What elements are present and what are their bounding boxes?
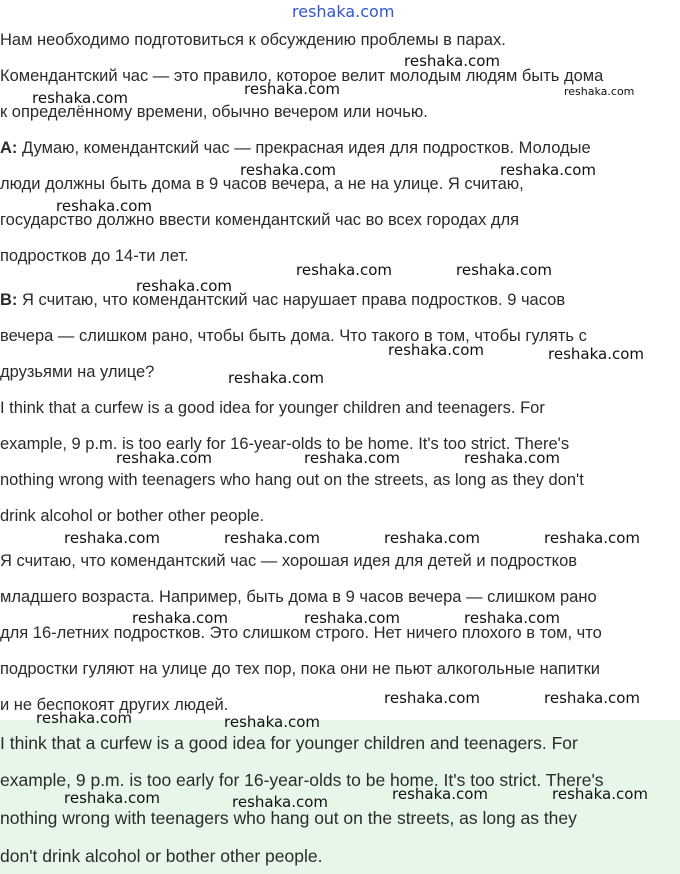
dialog-a-line-2: люди должны быть дома в 9 часов вечера, а не на улице. Я считаю, bbox=[0, 175, 524, 193]
answer-en-line-2: example, 9 p.m. is too early for 16-year-olds to be home. It's too strict. There's bbox=[0, 435, 570, 453]
watermark: reshaka.com bbox=[304, 449, 400, 467]
watermark: reshaka.com bbox=[500, 161, 596, 179]
watermark: reshaka.com bbox=[544, 529, 640, 547]
watermark: reshaka.com bbox=[548, 345, 644, 363]
watermark: reshaka.com bbox=[464, 609, 560, 627]
speaker-b-label: B: bbox=[0, 291, 18, 309]
watermark: reshaka.com bbox=[296, 261, 392, 279]
dialog-b-line-1 bbox=[0, 291, 680, 310]
answer-en-line-4: drink alcohol or bother other people. bbox=[0, 507, 265, 525]
watermark: reshaka.com bbox=[116, 449, 212, 467]
dialog-a-text: Думаю, комендантский час — прекрасная идея для подростков. Молодые bbox=[17, 139, 591, 157]
definition-line-1: Комендантский час — это правило, которое велит молодым людям быть дома bbox=[0, 67, 604, 85]
intro-text: Нам необходимо подготовиться к обсуждению проблемы в парах. bbox=[0, 31, 506, 49]
watermark: reshaka.com bbox=[552, 785, 648, 803]
watermark: reshaka.com bbox=[384, 689, 480, 707]
dialog-a-line-3: государство должно ввести комендантский час во всех городах для bbox=[0, 211, 520, 229]
dialog-b-line-2: вечера — слишком рано, чтобы быть дома. Что такого в том, чтобы гулять с bbox=[0, 327, 587, 345]
highlight-line-3: nothing wrong with teenagers who hang out on the streets, as long as they bbox=[0, 808, 577, 828]
dialog-a-line-4: подростков до 14-ти лет. bbox=[0, 247, 189, 265]
answer-en-line-1: I think that a curfew is a good idea for younger children and teenagers. For bbox=[0, 399, 545, 417]
highlight-line-2: example, 9 p.m. is too early for 16-year-olds to be home. It's too strict. There's bbox=[0, 770, 604, 790]
watermark: reshaka.com bbox=[464, 449, 560, 467]
answer-en-line-3: nothing wrong with teenagers who hang out on the streets, as long as they don't bbox=[0, 471, 584, 489]
watermark: reshaka.com bbox=[136, 277, 232, 295]
answer-ru-line-4: подростки гуляют на улице до тех пор, пока они не пьют алкогольные напитки bbox=[0, 660, 601, 678]
watermark: reshaka.com bbox=[384, 529, 480, 547]
answer-ru-line-3: для 16-летних подростков. Это слишком строго. Нет ничего плохого в том, что bbox=[0, 624, 602, 642]
watermark: reshaka.com bbox=[544, 689, 640, 707]
watermark: reshaka.com bbox=[232, 793, 328, 811]
watermark: reshaka.com bbox=[56, 197, 152, 215]
watermark: reshaka.com bbox=[224, 713, 320, 731]
watermark: reshaka.com bbox=[304, 609, 400, 627]
highlight-line-1: I think that a curfew is a good idea for younger children and teenagers. For bbox=[0, 733, 578, 753]
highlight-line-4: don't drink alcohol or bother other people. bbox=[0, 846, 323, 866]
watermark: reshaka.com bbox=[240, 161, 336, 179]
watermark: reshaka.com bbox=[456, 261, 552, 279]
watermark: reshaka.com bbox=[64, 529, 160, 547]
watermark: reshaka.com bbox=[224, 529, 320, 547]
definition-line-2: к определённому времени, обычно вечером или ночью. bbox=[0, 103, 428, 121]
dialog-b-text: Я считаю, что комендантский час нарушает права подростков. 9 часов bbox=[17, 291, 566, 309]
answer-ru-line-1: Я считаю, что комендантский час — хорошая идея для детей и подростков bbox=[0, 552, 578, 570]
site-logo[interactable]: reshaka.com bbox=[292, 2, 395, 21]
watermark: reshaka.com bbox=[392, 785, 488, 803]
answer-ru-line-2: младшего возраста. Например, быть дома в 9 часов вечера — слишком рано bbox=[0, 588, 597, 606]
watermark: reshaka.com bbox=[244, 80, 340, 98]
speaker-a-label: A: bbox=[0, 139, 18, 157]
watermark: reshaka.com bbox=[64, 789, 160, 807]
watermark: reshaka.com bbox=[228, 369, 324, 387]
answer-ru-line-5: и не беспокоят других людей. bbox=[0, 696, 229, 714]
watermark: reshaka.com bbox=[564, 85, 635, 98]
dialog-b-line-3: друзьями на улице? bbox=[0, 363, 155, 381]
watermark: reshaka.com bbox=[36, 709, 132, 727]
dialog-a-line-1 bbox=[0, 139, 680, 158]
watermark: reshaka.com bbox=[32, 89, 128, 107]
watermark: reshaka.com bbox=[132, 609, 228, 627]
watermark: reshaka.com bbox=[404, 52, 500, 70]
watermark: reshaka.com bbox=[388, 341, 484, 359]
